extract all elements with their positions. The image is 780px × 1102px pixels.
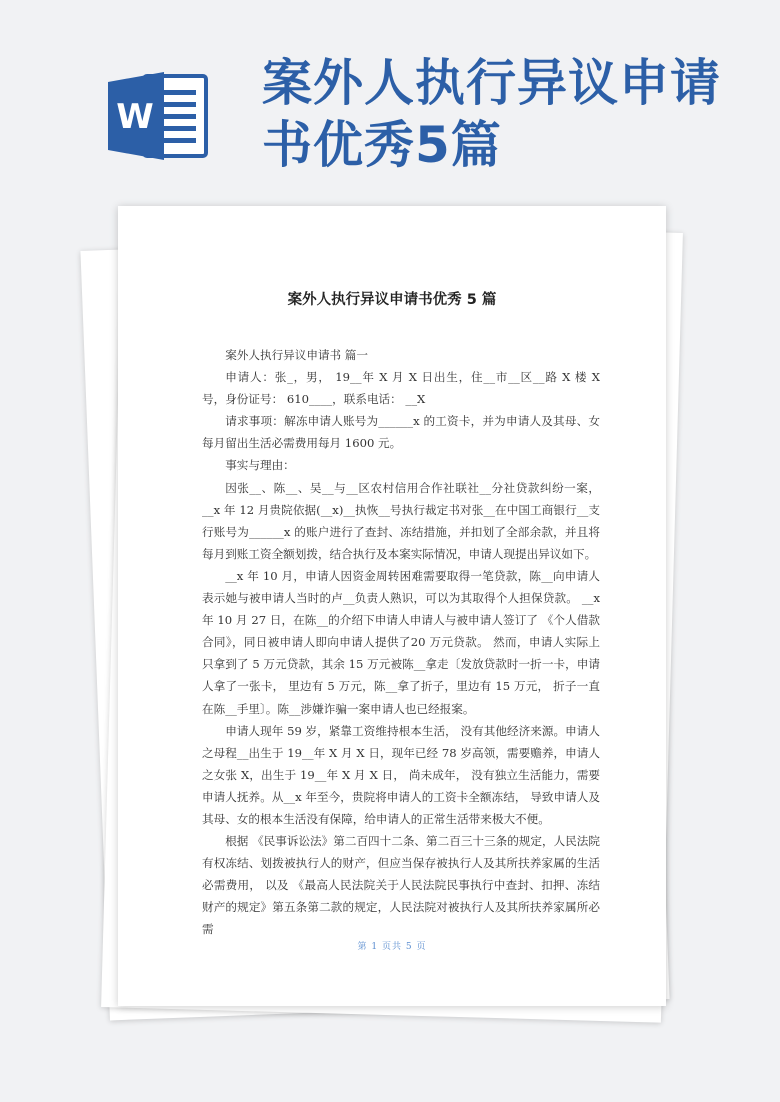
paragraph: __x 年 10 月，申请人因资金周转困难需要取得一笔贷款，陈__向申请人表示她与被申请人当时的卢__负责人熟识，可以为其取得个人担保贷款。 __x 年 10 月 27 日，在陈__的介绍下申请人申请人与被申请人签订了 《个人借款合同》，同日被申请人即向申请人提供了20 万元贷款。 然而，申请人实际上只拿到了 5 万元贷款，其余 15 万元被陈__拿走〔发放贷款时一折一卡，申请人拿了一张卡， 里边有 5 万元，陈__拿了折子，里边有 15 万元， 折子一直在陈__手里〕。陈__涉嫌诈骗一案申请人也已经报案。 xyxy=(202,568,600,716)
document-title: 案外人执行异议申请书优秀 5 篇 xyxy=(287,292,497,308)
page-number-footer: 第 1 页共 5 页 xyxy=(357,942,427,952)
paragraph: 申请人：张_，男， 19__年 X 月 X 日出生，住__市__区__路 X 楼 X 号，身份证号： 610____，联系电话： __X xyxy=(202,370,600,407)
paragraph: 申请人现年 59 岁，紧靠工资维持根本生活， 没有其他经济来源。申请人之母程__出生于 19__年 X 月 X 日，现年已经 78 岁高领，需要赡养，申请人之女张 X，出生于 19__年 X 月 X 日， 尚未成年， 没有独立生活能力，需要申请人抚养。从__x 年至今，贵院将申请人的工资卡全额冻结， 导致申请人及其母、女的根本生活没有保障，给申请人的正常生活带来极大不便。 xyxy=(202,723,600,826)
paragraph: 因张__、陈__、吴__与__区农村信用合作社联社__分社贷款纠纷一案， __x 年 12 月贵院依据(__x)__执恢__号执行裁定书对张__在中国工商银行__支行账号为______x 的账户进行了查封、冻结措施，并扣划了全部余款，并且将每月到账工资全额划拨，结合执行及本案实际情况，申请人现提出异议如下。 xyxy=(202,480,600,561)
document-page xyxy=(118,206,666,1006)
banner-title: 案外人执行异议申请书优秀5篇 xyxy=(262,54,721,174)
paragraph: 事实与理由： xyxy=(225,458,295,473)
svg-text:W: W xyxy=(116,97,154,137)
section-heading: 案外人执行异议申请书 篇一 xyxy=(225,348,368,362)
document-body xyxy=(202,344,600,941)
paragraph: 请求事项：解冻申请人账号为______x 的工资卡，并为申请人及其母、女每月留出生活必需费用每月 1600 元。 xyxy=(202,414,600,451)
word-document-icon xyxy=(108,70,208,162)
paragraph: 根据 《民事诉讼法》第二百四十二条、第二百三十三条的规定，人民法院有权冻结、划拨被执行人的财产，但应当保存被执行人及其所扶养家属的生活必需费用， 以及 《最高人民法院关于人民法院民事执行中查封、扣押、冻结财产的规定》第五条第二款的规定，人民法院对被执行人及其所扶养家属所必需 xyxy=(202,834,600,937)
